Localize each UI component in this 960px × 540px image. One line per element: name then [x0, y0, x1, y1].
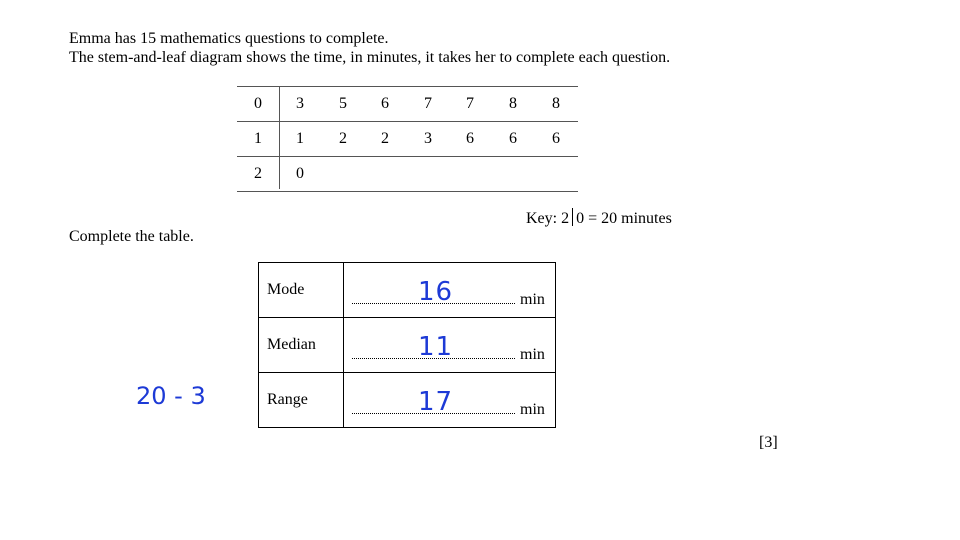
range-answer-cell[interactable]: [344, 373, 556, 428]
mode-label-cell: [259, 263, 344, 318]
stem: 2: [254, 165, 262, 182]
leaf: 0: [296, 165, 304, 182]
marks-label: [3]: [759, 434, 778, 451]
leaf: 6: [552, 130, 560, 147]
leaf: 6: [509, 130, 517, 147]
leaf: 2: [339, 130, 347, 147]
answer-dotted-line: [352, 303, 515, 304]
diagram-key: [526, 208, 672, 228]
key-stem: 2: [561, 210, 570, 227]
stem: 0: [254, 95, 262, 112]
median-label: Median: [267, 336, 316, 353]
question-text: [69, 29, 670, 67]
median-handwritten-answer: 11: [418, 332, 454, 362]
leaf: 6: [381, 95, 389, 112]
stem-row-2: [237, 156, 578, 192]
table-row: [259, 263, 556, 318]
mode-answer-cell[interactable]: [344, 263, 556, 318]
median-answer-cell[interactable]: [344, 318, 556, 373]
leaf: 7: [424, 95, 432, 112]
leaf: 8: [552, 95, 560, 112]
answer-dotted-line: [352, 358, 515, 359]
instruction-text: Complete the table.: [69, 228, 194, 245]
key-rest: 0 = 20 minutes: [576, 210, 672, 227]
key-bar: [572, 208, 573, 226]
range-label: Range: [267, 391, 308, 408]
leaf: 5: [339, 95, 347, 112]
handwritten-working: 20 - 3: [136, 382, 206, 410]
mode-label: Mode: [267, 281, 305, 298]
table-row: [259, 318, 556, 373]
leaf: 6: [466, 130, 474, 147]
stem: 1: [254, 130, 262, 147]
stem-and-leaf-diagram: [237, 86, 578, 192]
answer-table: [258, 262, 556, 428]
mode-unit: min: [520, 291, 545, 308]
leaf: 7: [466, 95, 474, 112]
leaf: 1: [296, 130, 304, 147]
table-row: [259, 373, 556, 428]
leaf: 2: [381, 130, 389, 147]
median-label-cell: [259, 318, 344, 373]
leaf: 8: [509, 95, 517, 112]
range-label-cell: [259, 373, 344, 428]
leaf: 3: [296, 95, 304, 112]
stem-row-1: [237, 121, 578, 156]
median-unit: min: [520, 346, 545, 363]
range-handwritten-answer: 17: [418, 387, 454, 417]
range-unit: min: [520, 401, 545, 418]
answer-dotted-line: [352, 413, 515, 414]
leaf: 3: [424, 130, 432, 147]
question-line-2: The stem-and-leaf diagram shows the time, in minutes, it takes her to complete each question.: [69, 49, 671, 66]
stem-leaf-divider: [279, 86, 280, 189]
stem-row-0: [237, 86, 578, 121]
mode-handwritten-answer: 16: [418, 277, 454, 307]
question-line-1: Emma has 15 mathematics questions to complete.: [69, 30, 389, 47]
key-prefix: Key:: [526, 210, 558, 227]
